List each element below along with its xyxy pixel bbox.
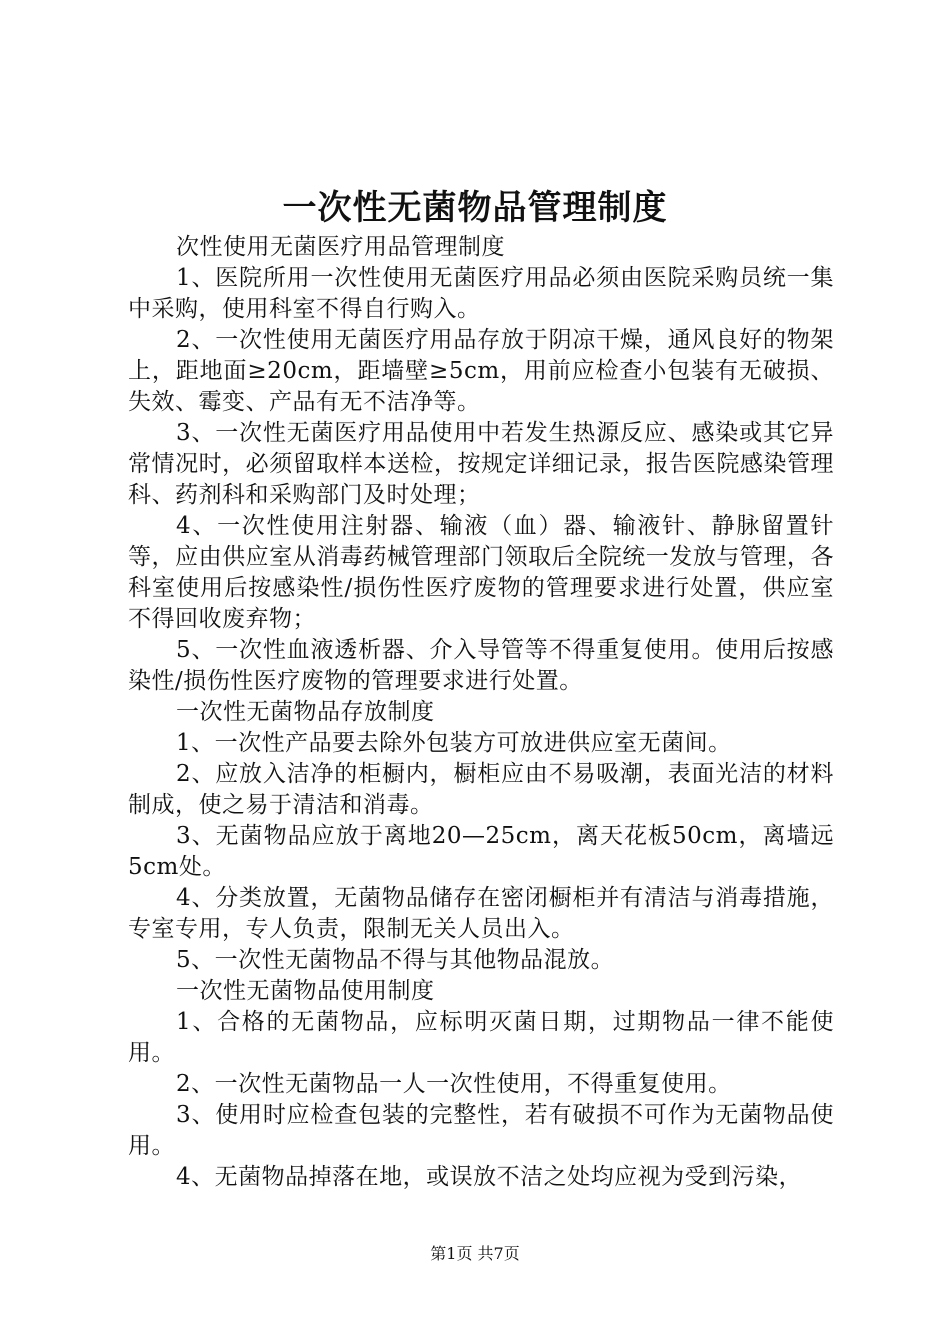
paragraph: 4、分类放置，无菌物品储存在密闭橱柜并有清洁与消毒措施，专室专用，专人负责，限制无关人员出入。 xyxy=(128,885,834,942)
paragraph: 4、无菌物品掉落在地，或误放不洁之处均应视为受到污染， xyxy=(176,1164,803,1190)
paragraph: 3、无菌物品应放于离地20—25cm，离天花板50cm，离墙远5cm处。 xyxy=(128,823,834,880)
paragraph: 1、一次性产品要去除外包装方可放进供应室无菌间。 xyxy=(176,730,732,756)
paragraph: 2、一次性使用无菌医疗用品存放于阴凉干燥，通风良好的物架上，距地面≥20cm，距墙壁≥5cm，用前应检查小包装有无破损、失效、霉变、产品有无不洁净等。 xyxy=(128,327,834,415)
section-heading: 一次性无菌物品存放制度 xyxy=(176,699,435,725)
document-body xyxy=(128,232,834,1193)
paragraph: 3、使用时应检查包装的完整性，若有破损不可作为无菌物品使用。 xyxy=(128,1102,834,1159)
section-heading: 次性使用无菌医疗用品管理制度 xyxy=(176,234,505,260)
paragraph: 5、一次性无菌物品不得与其他物品混放。 xyxy=(176,947,615,973)
paragraph: 4、一次性使用注射器、输液（血）器、输液针、静脉留置针等，应由供应室从消毒药械管理部门领取后全院统一发放与管理，各科室使用后按感染性/损伤性医疗废物的管理要求进行处置，供应室不得回收废弃物； xyxy=(128,513,834,632)
document-title: 一次性无菌物品管理制度 xyxy=(282,188,668,228)
paragraph: 1、医院所用一次性使用无菌医疗用品必须由医院采购员统一集中采购，使用科室不得自行购入。 xyxy=(128,265,834,322)
paragraph: 3、一次性无菌医疗用品使用中若发生热源反应、感染或其它异常情况时，必须留取样本送检，按规定详细记录，报告医院感染管理科、药剂科和采购部门及时处理； xyxy=(128,420,834,508)
section-heading: 一次性无菌物品使用制度 xyxy=(176,978,435,1004)
paragraph: 2、应放入洁净的柜橱内，橱柜应由不易吸潮，表面光洁的材料制成，使之易于清洁和消毒。 xyxy=(128,761,834,818)
paragraph: 1、合格的无菌物品，应标明灭菌日期，过期物品一律不能使用。 xyxy=(128,1009,834,1066)
page-footer: 第1页 共7页 xyxy=(430,1244,520,1263)
paragraph: 5、一次性血液透析器、介入导管等不得重复使用。使用后按感染性/损伤性医疗废物的管理要求进行处置。 xyxy=(128,637,834,694)
paragraph: 2、一次性无菌物品一人一次性使用，不得重复使用。 xyxy=(176,1071,732,1097)
